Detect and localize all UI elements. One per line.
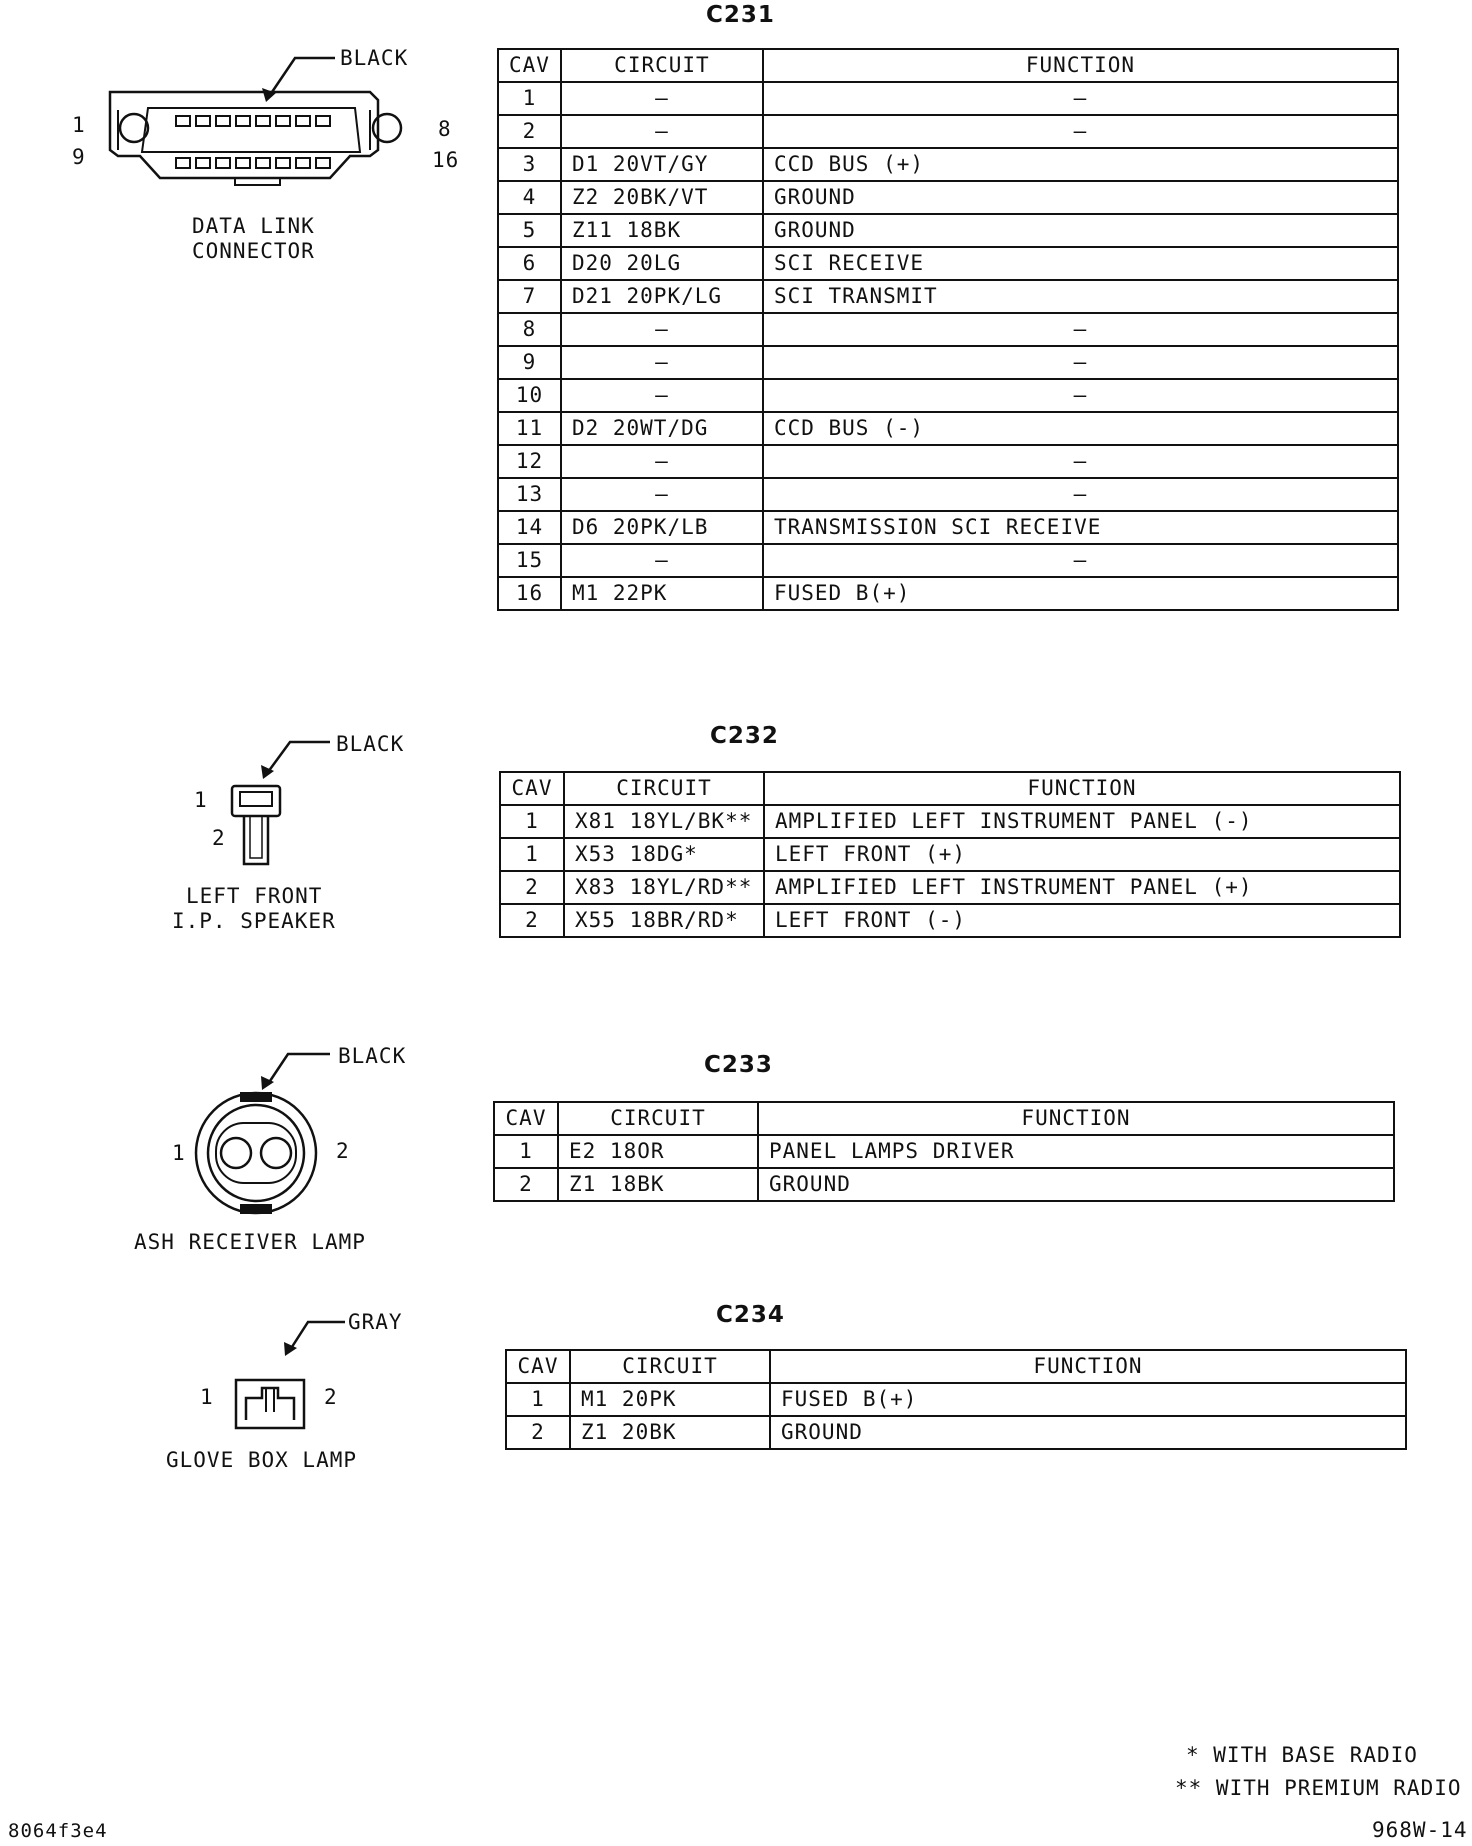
circuit-cell: D6 20PK/LB xyxy=(561,511,763,544)
cav-cell: 13 xyxy=(498,478,561,511)
function-cell: GROUND xyxy=(763,181,1398,214)
function-cell: CCD BUS (+) xyxy=(763,148,1398,181)
circuit-cell: Z11 18BK xyxy=(561,214,763,247)
function-cell: FUSED B(+) xyxy=(763,577,1398,610)
function-cell: LEFT FRONT (-) xyxy=(764,904,1400,937)
c231-connector-name-line2: CONNECTOR xyxy=(192,239,315,263)
function-cell: LEFT FRONT (+) xyxy=(764,838,1400,871)
ash-receiver-lamp-connector-icon xyxy=(180,1040,400,1240)
function-cell: GROUND xyxy=(763,214,1398,247)
table-row xyxy=(506,1416,1406,1449)
function-header: FUNCTION xyxy=(764,772,1400,805)
glove-box-lamp-connector-icon xyxy=(220,1308,420,1438)
table-row xyxy=(498,313,1398,346)
c233-pin-1: 1 xyxy=(172,1141,186,1165)
function-cell: AMPLIFIED LEFT INSTRUMENT PANEL (+) xyxy=(764,871,1400,904)
function-cell: – xyxy=(763,379,1398,412)
cav-cell: 16 xyxy=(498,577,561,610)
cav-cell: 5 xyxy=(498,214,561,247)
function-header: FUNCTION xyxy=(758,1102,1394,1135)
table-row xyxy=(494,1168,1394,1201)
function-cell: – xyxy=(763,445,1398,478)
function-cell: TRANSMISSION SCI RECEIVE xyxy=(763,511,1398,544)
circuit-cell: – xyxy=(561,313,763,346)
c232-color-label: BLACK xyxy=(336,732,405,756)
function-cell: CCD BUS (-) xyxy=(763,412,1398,445)
circuit-cell: E2 18OR xyxy=(558,1135,758,1168)
c231-connector-name: DATA LINK xyxy=(192,214,315,238)
cav-cell: 2 xyxy=(494,1168,558,1201)
circuit-cell: Z2 20BK/VT xyxy=(561,181,763,214)
function-cell: – xyxy=(763,115,1398,148)
cav-cell: 1 xyxy=(498,82,561,115)
table-row xyxy=(506,1383,1406,1416)
table-header-row xyxy=(494,1102,1394,1135)
circuit-header: CIRCUIT xyxy=(564,772,764,805)
function-cell: GROUND xyxy=(758,1168,1394,1201)
c232-pin-1: 1 xyxy=(194,788,208,812)
circuit-cell: X81 18YL/BK** xyxy=(564,805,764,838)
cav-cell: 1 xyxy=(500,838,564,871)
function-header: FUNCTION xyxy=(770,1350,1406,1383)
function-cell: – xyxy=(763,313,1398,346)
cav-cell: 9 xyxy=(498,346,561,379)
function-cell: – xyxy=(763,544,1398,577)
c232-pinout-table xyxy=(499,771,1401,938)
c232-connector-name: LEFT FRONT xyxy=(186,884,323,908)
cav-cell: 1 xyxy=(500,805,564,838)
table-row xyxy=(498,280,1398,313)
cav-header: CAV xyxy=(494,1102,558,1135)
cav-cell: 7 xyxy=(498,280,561,313)
c232-title: C232 xyxy=(710,723,779,749)
cav-cell: 1 xyxy=(494,1135,558,1168)
circuit-cell: X53 18DG* xyxy=(564,838,764,871)
function-cell: GROUND xyxy=(770,1416,1406,1449)
circuit-cell: Z1 18BK xyxy=(558,1168,758,1201)
c233-pinout-table xyxy=(493,1101,1395,1202)
table-row xyxy=(498,577,1398,610)
c234-connector-name: GLOVE BOX LAMP xyxy=(166,1448,358,1472)
table-row xyxy=(494,1135,1394,1168)
table-row xyxy=(498,247,1398,280)
function-cell: – xyxy=(763,478,1398,511)
cav-cell: 10 xyxy=(498,379,561,412)
function-header: FUNCTION xyxy=(763,49,1398,82)
data-link-connector-icon xyxy=(70,50,470,230)
circuit-cell: D20 20LG xyxy=(561,247,763,280)
c234-pin-2: 2 xyxy=(324,1385,338,1409)
function-cell: AMPLIFIED LEFT INSTRUMENT PANEL (-) xyxy=(764,805,1400,838)
c233-pin-2: 2 xyxy=(336,1139,350,1163)
cav-cell: 2 xyxy=(500,904,564,937)
function-cell: FUSED B(+) xyxy=(770,1383,1406,1416)
c231-color-label: BLACK xyxy=(340,46,409,70)
circuit-cell: – xyxy=(561,379,763,412)
footer-image-code: 8064f3e4 xyxy=(8,1820,108,1842)
cav-cell: 3 xyxy=(498,148,561,181)
c234-title: C234 xyxy=(716,1302,785,1328)
circuit-cell: M1 22PK xyxy=(561,577,763,610)
c231-title: C231 xyxy=(706,2,775,28)
footnote-base-radio: * WITH BASE RADIO xyxy=(1186,1743,1418,1767)
table-header-row xyxy=(500,772,1400,805)
c231-pin-1: 1 xyxy=(72,113,86,137)
circuit-cell: – xyxy=(561,346,763,379)
c233-color-label: BLACK xyxy=(338,1044,407,1068)
circuit-cell: X55 18BR/RD* xyxy=(564,904,764,937)
function-cell: SCI TRANSMIT xyxy=(763,280,1398,313)
table-row xyxy=(498,478,1398,511)
circuit-cell: – xyxy=(561,544,763,577)
circuit-cell: M1 20PK xyxy=(570,1383,770,1416)
c231-pinout-table xyxy=(497,48,1399,611)
circuit-cell: Z1 20BK xyxy=(570,1416,770,1449)
footnote-premium-radio: ** WITH PREMIUM RADIO xyxy=(1175,1776,1462,1800)
table-row xyxy=(498,346,1398,379)
cav-header: CAV xyxy=(498,49,561,82)
cav-cell: 12 xyxy=(498,445,561,478)
circuit-header: CIRCUIT xyxy=(558,1102,758,1135)
c231-pin-16: 16 xyxy=(432,148,460,172)
c232-connector-name-line2: I.P. SPEAKER xyxy=(172,909,336,933)
table-header-row xyxy=(498,49,1398,82)
cav-cell: 11 xyxy=(498,412,561,445)
circuit-header: CIRCUIT xyxy=(570,1350,770,1383)
circuit-header: CIRCUIT xyxy=(561,49,763,82)
circuit-cell: D1 20VT/GY xyxy=(561,148,763,181)
function-cell: SCI RECEIVE xyxy=(763,247,1398,280)
table-row xyxy=(498,511,1398,544)
cav-cell: 2 xyxy=(500,871,564,904)
circuit-cell: D2 20WT/DG xyxy=(561,412,763,445)
c233-title: C233 xyxy=(704,1052,773,1078)
cav-cell: 2 xyxy=(506,1416,570,1449)
table-row xyxy=(498,148,1398,181)
function-cell: – xyxy=(763,82,1398,115)
table-row xyxy=(500,838,1400,871)
table-row xyxy=(498,544,1398,577)
table-row xyxy=(498,412,1398,445)
function-cell: PANEL LAMPS DRIVER xyxy=(758,1135,1394,1168)
circuit-cell: – xyxy=(561,115,763,148)
cav-cell: 1 xyxy=(506,1383,570,1416)
table-row xyxy=(500,904,1400,937)
cav-cell: 8 xyxy=(498,313,561,346)
cav-header: CAV xyxy=(500,772,564,805)
circuit-cell: D21 20PK/LG xyxy=(561,280,763,313)
table-row xyxy=(500,871,1400,904)
cav-cell: 2 xyxy=(498,115,561,148)
circuit-cell: – xyxy=(561,478,763,511)
circuit-cell: – xyxy=(561,445,763,478)
c231-pin-8: 8 xyxy=(438,117,452,141)
cav-header: CAV xyxy=(506,1350,570,1383)
function-cell: – xyxy=(763,346,1398,379)
c234-color-label: GRAY xyxy=(348,1310,403,1334)
cav-cell: 14 xyxy=(498,511,561,544)
footer-figure-number: 968W-14 xyxy=(1372,1818,1468,1842)
table-row xyxy=(498,115,1398,148)
table-row xyxy=(498,181,1398,214)
circuit-cell: X83 18YL/RD** xyxy=(564,871,764,904)
table-row xyxy=(498,445,1398,478)
table-header-row xyxy=(506,1350,1406,1383)
cav-cell: 6 xyxy=(498,247,561,280)
c234-pinout-table xyxy=(505,1349,1407,1450)
table-row xyxy=(498,214,1398,247)
c231-pin-9: 9 xyxy=(72,145,86,169)
circuit-cell: – xyxy=(561,82,763,115)
cav-cell: 15 xyxy=(498,544,561,577)
c234-pin-1: 1 xyxy=(200,1385,214,1409)
cav-cell: 4 xyxy=(498,181,561,214)
c233-connector-name: ASH RECEIVER LAMP xyxy=(134,1230,366,1254)
table-row xyxy=(498,379,1398,412)
table-row xyxy=(498,82,1398,115)
c232-pin-2: 2 xyxy=(212,826,226,850)
table-row xyxy=(500,805,1400,838)
